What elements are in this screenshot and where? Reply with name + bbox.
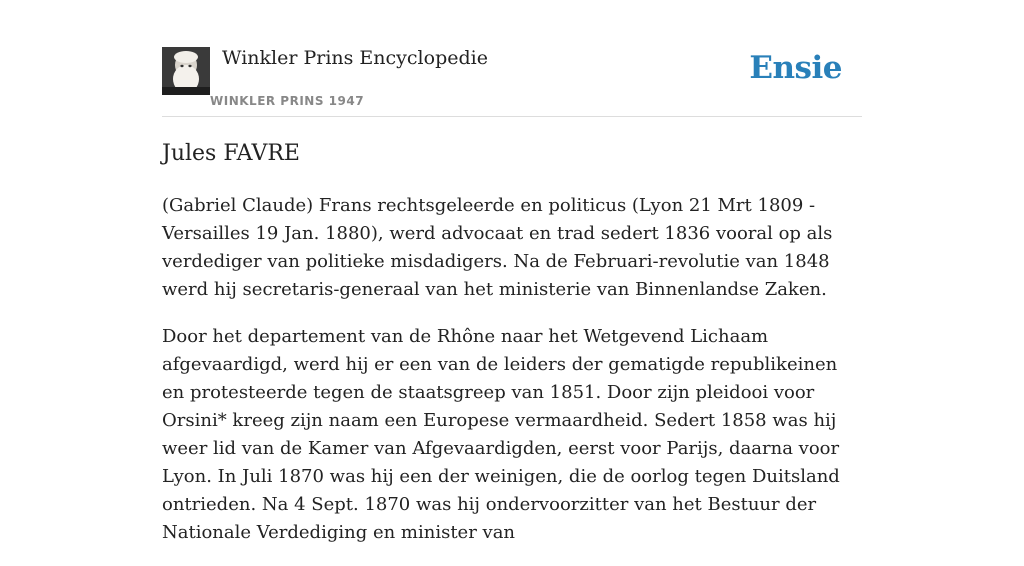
article-paragraph: (Gabriel Claude) Frans rechtsgeleerde en politicus (Lyon 21 Mrt 1809 - Versailles 19 Jan. 1880), werd advocaat en trad sedert 1836 vooral op als verdediger van politieke misdadigers. Na de Februari-revolutie van 1848 werd hij secretaris-generaal van het ministerie van Binnenlandse Zaken. (162, 195, 833, 300)
site-header (162, 0, 862, 117)
site-name[interactable]: Winkler Prins Encyclopedie (222, 47, 488, 69)
article-title: Jules FAVRE (162, 141, 300, 166)
ensie-logo[interactable]: Ensie (749, 50, 842, 86)
edition-label[interactable]: WINKLER PRINS 1947 (210, 94, 365, 108)
author-avatar[interactable] (162, 47, 210, 95)
article-body (162, 192, 862, 566)
bearded-man-portrait-icon (162, 47, 210, 95)
article-paragraph: Door het departement van de Rhône naar het Wetgevend Lichaam afgevaardigd, werd hij er een van de leiders der gematigde republikeinen en protesteerde tegen de staatsgreep van 1851. Door zijn pleidooi voor Orsini* kreeg zijn naam een Europese vermaardheid. Sedert 1858 was hij weer lid van de Kamer van Afgevaardigden, eerst voor Parijs, daarna voor Lyon. In Juli 1870 was hij een der weinigen, die de oorlog tegen Duitsland ontrieden. Na 4 Sept. 1870 was hij ondervoorzitter van het Bestuur der Nationale Verdediging en minister van (162, 326, 840, 543)
